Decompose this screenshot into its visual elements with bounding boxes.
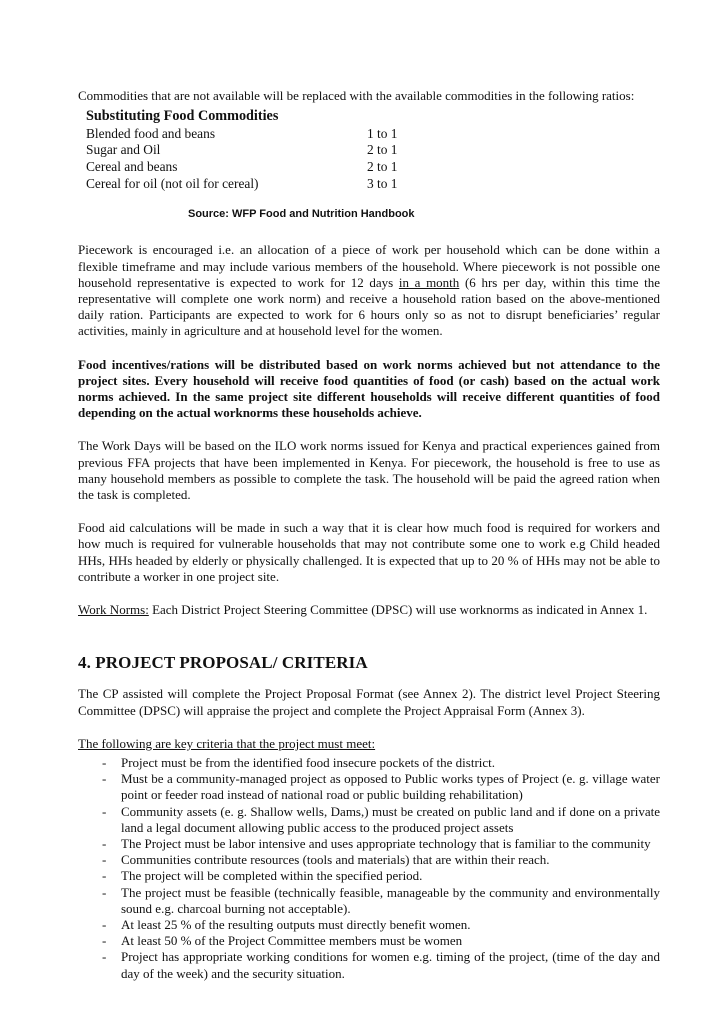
bullet-dash: - (102, 771, 107, 787)
commodity-cell: Sugar and Oil (86, 142, 161, 158)
list-item (78, 755, 660, 771)
work-days-paragraph: The Work Days will be based on the ILO work norms issued for Kenya and practical experiences gained from previous FFA projects that have been implemented in Kenya. For piecework, the household is free to use as many household members as possible to complete the task. The household will be paid the agreed ration when the task is completed. (78, 438, 660, 503)
commodity-cell: Cereal for oil (not oil for cereal) (86, 175, 259, 191)
ratio-cell: 1 to 1 (367, 125, 398, 141)
list-item-text: Communities contribute resources (tools and materials) that are within their reach. (121, 852, 550, 868)
list-item (78, 917, 660, 933)
bullet-dash: - (102, 868, 107, 884)
ratio-cell: 3 to 1 (367, 175, 398, 191)
list-item-text: Community assets (e. g. Shallow wells, Dams,) must be created on public land and if done on a private land a legal document allowing public access to the produced project assets (121, 803, 660, 835)
cp-paragraph: The CP assisted will complete the Project Proposal Format (see Annex 2). The district level Project Steering Committee (DPSC) will appraise the project and complete the Project Appraisal Form (Annex 3). (78, 686, 660, 718)
substitution-ratio-table (86, 108, 398, 192)
ratio-cell: 2 to 1 (367, 158, 398, 174)
criteria-intro: The following are key criteria that the project must meet: (78, 735, 376, 751)
list-item (78, 933, 660, 949)
work-norms-label: Work Norms: (78, 602, 149, 618)
bullet-dash: - (102, 755, 107, 771)
list-item (78, 852, 660, 868)
table-row (86, 126, 398, 143)
bullet-dash: - (102, 933, 107, 949)
bullet-dash: - (102, 884, 107, 900)
incentives-paragraph: Food incentives/rations will be distributed based on work norms achieved but not attendance to the project sites. Every household will receive food quantities of food (or cash) based on the actual work norms achieved. In the same project site different households will receive different quantities of food depending on the actual worknorms these households achieve. (78, 356, 660, 421)
ratio-cell: 2 to 1 (367, 142, 398, 158)
list-item-text: The Project must be labor intensive and uses appropriate technology that is familiar to the community (121, 836, 651, 852)
bullet-dash: - (102, 852, 107, 868)
work-norms-text: Each District Project Steering Committee (DPSC) will use worknorms as indicated in Annex 1. (148, 602, 648, 618)
bullet-dash: - (102, 836, 107, 852)
piecework-paragraph (78, 242, 660, 339)
list-item-text: Project has appropriate working conditions for women e.g. timing of the project, (time of the day and day of the week) and the security situation. (121, 949, 660, 981)
bullet-dash: - (102, 917, 107, 933)
commodity-cell: Cereal and beans (86, 158, 178, 174)
list-item-text: At least 50 % of the Project Committee members must be women (121, 933, 463, 949)
section-heading: 4. PROJECT PROPOSAL/ CRITERIA (78, 653, 368, 673)
list-item-text: At least 25 % of the resulting outputs must directly benefit women. (121, 917, 471, 933)
criteria-list (78, 755, 660, 982)
table-header: Substituting Food Commodities (86, 108, 279, 125)
list-item (78, 885, 660, 917)
table-row (86, 176, 398, 193)
bullet-dash: - (102, 803, 107, 819)
list-item (78, 804, 660, 836)
list-item (78, 949, 660, 981)
list-item (78, 836, 660, 852)
list-item-text: The project will be completed within the specified period. (121, 868, 423, 884)
source-caption: Source: WFP Food and Nutrition Handbook (188, 208, 415, 221)
piecework-text-2: (6 hrs per day, within this time the representative will complete one work norm) and receive a household ration based on the above-mentioned daily ration. Participants are expected to work for 6 hours only so as not to disrupt beneficiaries’ regular activities, mainly in agriculture and at household level for the women. (78, 274, 661, 339)
table-header-row (86, 108, 398, 126)
work-norms-paragraph (78, 602, 660, 618)
piecework-underlined-text: in a month (398, 274, 460, 290)
list-item-text: The project must be feasible (technically feasible, manageable by the community and environmentally sound e.g. charcoal burning not acceptable). (121, 884, 660, 916)
table-row (86, 142, 398, 159)
commodity-cell: Blended food and beans (86, 125, 216, 141)
piecework-text-1: Piecework is encouraged i.e. an allocation of a piece of work per household which can be done within a flexible timeframe and may include various members of the household. Where piecework is not possible one household representative is expected to work for 12 days (78, 242, 660, 290)
list-item (78, 868, 660, 884)
list-item (78, 771, 660, 803)
list-item-text: Project must be from the identified food insecure pockets of the district. (121, 755, 496, 771)
bullet-dash: - (102, 949, 107, 965)
list-item-text: Must be a community-managed project as opposed to Public works types of Project (e. g. village water point or feeder road instead of national road or public building rehabilitation) (121, 771, 660, 803)
ratios-intro: Commodities that are not available will be replaced with the available commodities in the following ratios: (78, 88, 635, 103)
food-aid-paragraph: Food aid calculations will be made in such a way that it is clear how much food is required for workers and how much is required for vulnerable households that may not contribute some one to work e.g Child headed HHs, HHs headed by elderly or physically challenged. It is expected that up to 20 % of HHs may not be able to contribute a worker in one project site. (78, 520, 660, 584)
table-row (86, 159, 398, 176)
